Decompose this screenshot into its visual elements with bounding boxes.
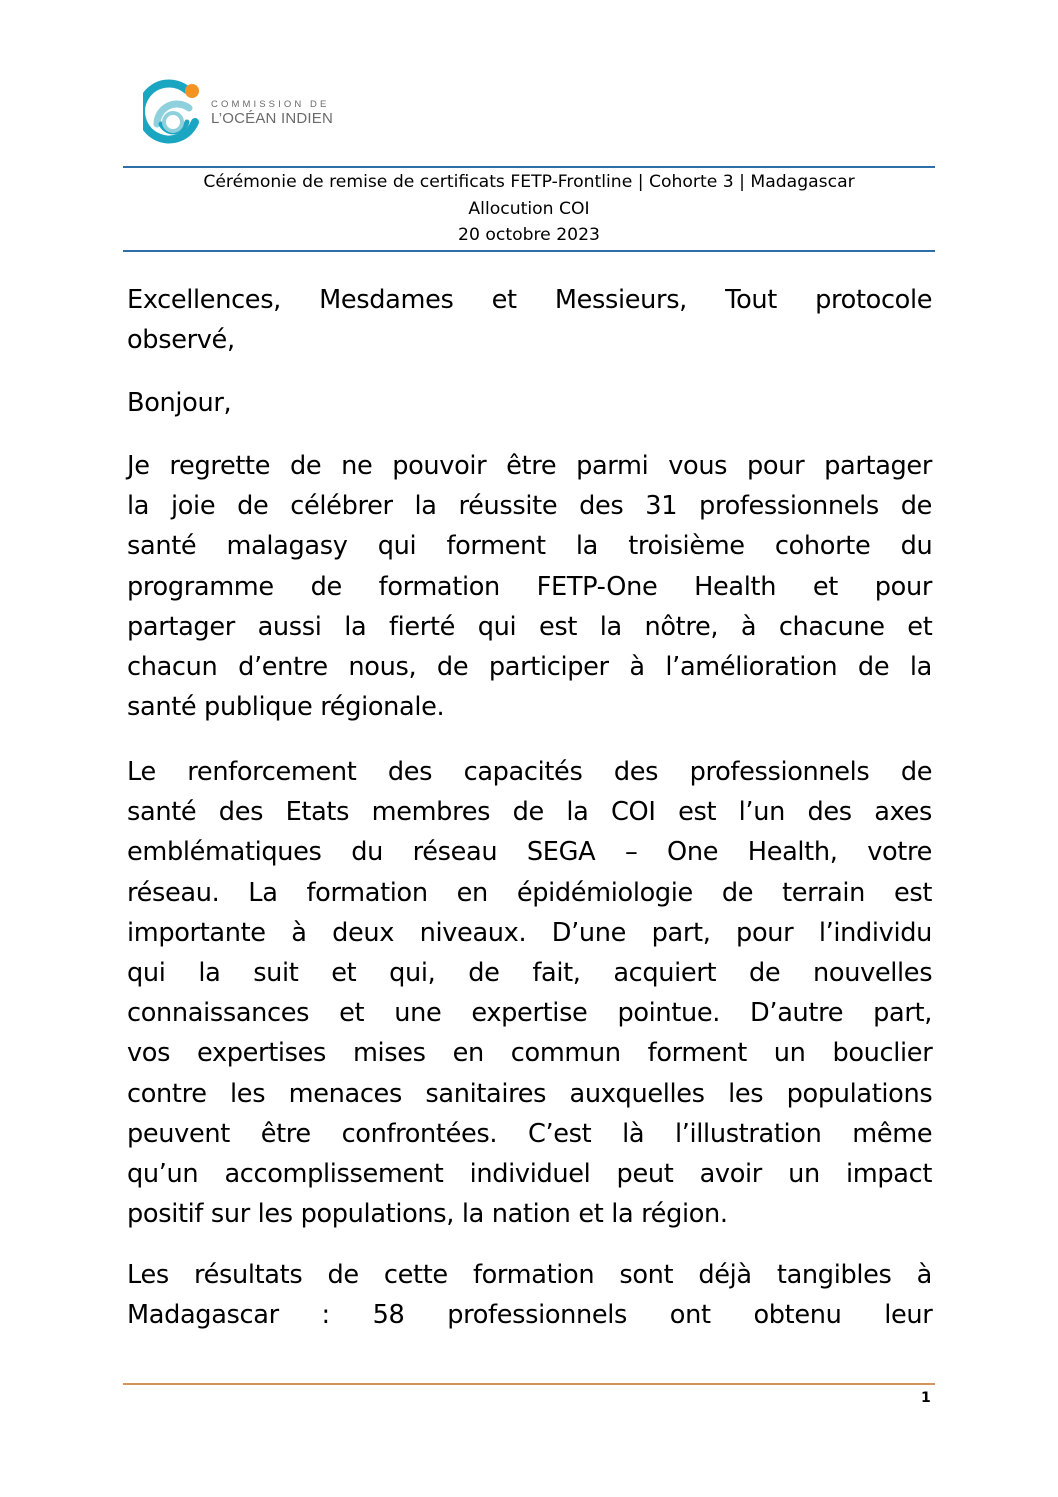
page-number: 1 xyxy=(921,1390,931,1406)
text-line: santé malagasy qui forment la troisième cohorte du xyxy=(127,531,933,562)
text-line: qu’un accomplissement individuel peut avoir un impact xyxy=(127,1158,932,1189)
header-date: 20 octobre 2023 xyxy=(458,225,600,245)
text-line: santé des Etats membres de la COI est l’un des axes xyxy=(127,797,932,828)
paragraph-salutation xyxy=(127,280,932,360)
text-line: programme de formation FETP-One Health et pour xyxy=(127,571,932,602)
logo-text-line1: COMMISSION DE xyxy=(211,99,330,110)
document-header xyxy=(123,169,935,249)
coi-logo-emblem-icon xyxy=(143,78,205,148)
logo-text-line2: L’OCÉAN INDIEN xyxy=(211,110,333,127)
paragraph-greeting xyxy=(127,383,932,423)
text-line: vos expertises mises en commun forment un bouclier xyxy=(127,1038,933,1069)
text-line: santé publique régionale. xyxy=(127,692,445,723)
text-line: partager aussi la fierté qui est la nôtre, à chacune et xyxy=(127,611,933,642)
header-speech-title: Allocution COI xyxy=(468,198,590,219)
text-line: emblématiques du réseau SEGA – One Health, votre xyxy=(127,837,932,868)
text-line: positif sur les populations, la nation et la région. xyxy=(127,1199,728,1230)
text-line: la joie de célébrer la réussite des 31 professionnels de xyxy=(127,491,933,522)
text-line: Bonjour, xyxy=(127,388,232,418)
header-bottom-rule xyxy=(123,250,935,252)
text-line: observé, xyxy=(127,325,235,356)
text-line: chacun d’entre nous, de participer à l’amélioration de la xyxy=(127,651,932,682)
header-top-rule xyxy=(123,166,935,168)
text-line: qui la suit et qui, de fait, acquiert de nouvelles xyxy=(127,957,933,988)
text-line: importante à deux niveaux. D’une part, pour l’individu xyxy=(127,917,932,948)
text-line: Excellences, Mesdames et Messieurs, Tout protocole xyxy=(127,285,933,315)
paragraph-regret xyxy=(127,446,932,727)
coi-logo xyxy=(143,78,343,148)
text-line: Madagascar : 58 professionnels ont obtenu leur xyxy=(127,1300,933,1331)
header-event-title: Cérémonie de remise de certificats FETP-Frontline | Cohorte 3 | Madagascar xyxy=(203,172,855,192)
text-line: réseau. La formation en épidémiologie de terrain est xyxy=(127,877,933,908)
text-line: Le renforcement des capacités des professionnels de xyxy=(127,757,933,787)
paragraph-capacity-building xyxy=(127,752,932,1234)
text-line: contre les menaces sanitaires auxquelles les populations xyxy=(127,1078,933,1109)
text-line: Je regrette de ne pouvoir être parmi vous pour partager xyxy=(127,451,932,481)
paragraph-results xyxy=(127,1255,932,1335)
text-line: peuvent être confrontées. C’est là l’illustration même xyxy=(127,1118,933,1149)
footer-rule xyxy=(123,1383,935,1385)
text-line: connaissances et une expertise pointue. D’autre part, xyxy=(127,998,932,1029)
text-line: Les résultats de cette formation sont déjà tangibles à xyxy=(127,1260,932,1290)
